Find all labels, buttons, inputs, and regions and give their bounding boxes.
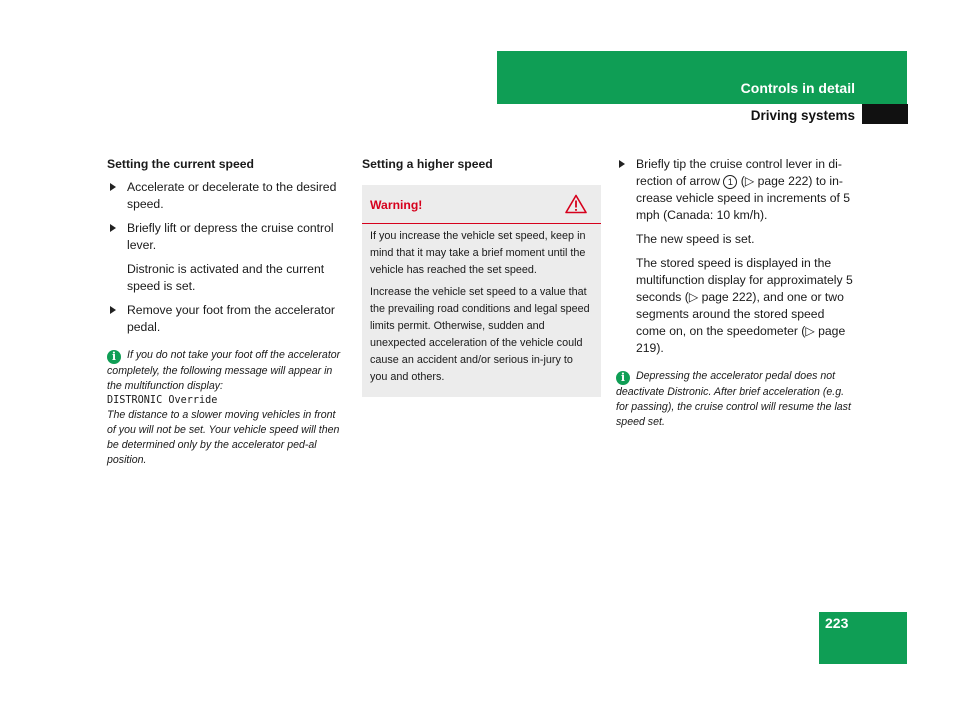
result-text: The stored speed is displayed in the multifunction display for approximately 5 seconds (▷ page 222), and one or two segments around the stored speed come on, on the speedometer (▷ page 219). — [636, 256, 853, 355]
list-item — [107, 179, 347, 213]
info-icon: i — [616, 371, 630, 385]
warning-box — [362, 185, 601, 397]
list-item — [616, 156, 856, 224]
subsection-title: Driving systems — [750, 108, 855, 123]
display-message: DISTRONIC Override — [107, 394, 218, 406]
warning-header — [362, 185, 601, 224]
arrow-reference-number: 1 — [723, 175, 737, 189]
warning-triangle-icon — [565, 194, 587, 214]
column-middle — [362, 156, 601, 397]
warning-body — [362, 224, 601, 386]
list-item-text: Remove your foot from the accelerator pedal. — [127, 303, 335, 334]
list-item-text: Accelerate or decelerate to the desired speed. — [127, 180, 337, 211]
section-header-bar — [497, 51, 907, 104]
list-item-text-continued: (▷ page 222) to in-crease vehicle speed in increments of 5 mph (Canada: 10 km/h). — [636, 174, 851, 222]
warning-label: Warning! — [370, 198, 423, 212]
result-text: The new speed is set. — [636, 232, 755, 246]
info-note — [616, 369, 856, 429]
warning-paragraph: If you increase the vehicle set speed, keep in mind that it may take a brief moment until the vehicle has reached the set speed. — [370, 230, 586, 276]
warning-paragraph: Increase the vehicle set speed to a value that the prevailing road conditions and legal speed limits permit. Otherwise, sudden and unexpected acceleration of the vehicle could cause an accident and/or serious in-jury to you and others. — [370, 286, 590, 383]
triangle-bullet-icon — [110, 183, 116, 191]
column-left — [107, 156, 347, 468]
page-number: 223 — [825, 615, 849, 631]
info-icon: i — [107, 350, 121, 364]
heading-setting-higher-speed: Setting a higher speed — [362, 157, 493, 171]
triangle-bullet-icon — [110, 306, 116, 314]
section-title: Controls in detail — [740, 80, 855, 96]
note-text: If you do not take your foot off the accelerator completely, the following message will appear in the multifunction display: — [107, 349, 341, 392]
triangle-bullet-icon — [619, 160, 625, 168]
column-right — [616, 156, 856, 429]
info-note — [107, 348, 347, 468]
note-text: Depressing the accelerator pedal does not deactivate Distronic. After brief acceleration (e.g. for passing), the cruise control will resume the last speed set. — [616, 370, 851, 428]
subsection-tab-marker — [862, 104, 908, 124]
result-text: Distronic is activated and the current speed is set. — [127, 262, 325, 293]
heading-setting-current-speed: Setting the current speed — [107, 157, 254, 171]
list-item-text: Briefly tip the cruise control lever in di-rection of arrow — [636, 157, 842, 188]
list-item-text: Briefly lift or depress the cruise control lever. — [127, 221, 334, 252]
list-item — [107, 302, 347, 336]
list-item — [107, 220, 347, 254]
triangle-bullet-icon — [110, 224, 116, 232]
note-text-continued: The distance to a slower moving vehicles in front of you will not be set. Your vehicle speed will then be determined only by the accelerator ped-al position. — [107, 409, 340, 466]
